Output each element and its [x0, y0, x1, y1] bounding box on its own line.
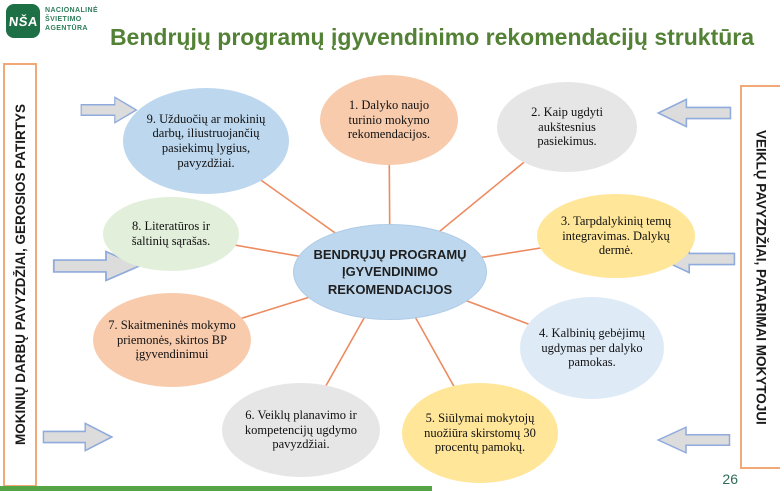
- left-banner-label: MOKINIŲ DARBŲ PAVYZDŽIAI, GEROSIOS PATIRTYS: [12, 104, 28, 446]
- right-vertical-banner: [740, 85, 780, 469]
- center-ellipse: BENDRŲJŲ PROGRAMŲ ĮGYVENDINIMO REKOMENDACIJOS: [293, 224, 487, 320]
- left-vertical-banner: [3, 63, 37, 487]
- node-ellipse-4: 4. Kalbinių gebėjimų ugdymas per dalyko pamokas.: [520, 297, 664, 399]
- arrow-right-icon: [42, 421, 114, 453]
- slide-title: Bendrųjų programų įgyvendinimo rekomendacijų struktūra: [109, 24, 755, 50]
- right-banner-label: VEIKLŲ PAVYZDŽIAI, PATARIMAI MOKYTOJUI: [753, 129, 769, 425]
- node-ellipse-3: 3. Tarpdalykinių temų integravimas. Dalykų dermė.: [537, 194, 695, 278]
- logo-line-2: ŠVIETIMO: [45, 15, 82, 23]
- node-ellipse-6: 6. Veiklų planavimo ir kompetencijų ugdymo pavyzdžiai.: [222, 383, 380, 477]
- node-ellipse-1: 1. Dalyko naujo turinio mokymo rekomendacijos.: [320, 75, 458, 165]
- node-ellipse-5: 5. Siūlymai mokytojų nuožiūra skirstomų 30 procentų pamokų.: [402, 383, 558, 483]
- page-number: 26: [722, 471, 738, 487]
- logo-line-3: AGENTŪRA: [45, 24, 88, 32]
- logo-abbreviation: NŠA: [7, 13, 39, 29]
- node-ellipse-8: 8. Literatūros ir šaltinių sąrašas.: [103, 197, 239, 271]
- node-ellipse-9: 9. Užduočių ar mokinių darbų, iliustruojančių pasiekimų lygius, pavyzdžiai.: [123, 88, 289, 194]
- logo-line-1: NACIONALINĖ: [45, 7, 99, 14]
- arrow-left-icon: [656, 97, 732, 129]
- nsa-logo-icon: [6, 4, 40, 38]
- node-ellipse-2: 2. Kaip ugdyti aukštesnius pasiekimus.: [497, 82, 637, 172]
- arrow-left-icon: [656, 425, 731, 455]
- node-ellipse-7: 7. Skaitmeninės mokymo priemonės, skirtos BP įgyvendinimui: [93, 293, 251, 387]
- footer-green-bar: [0, 486, 432, 491]
